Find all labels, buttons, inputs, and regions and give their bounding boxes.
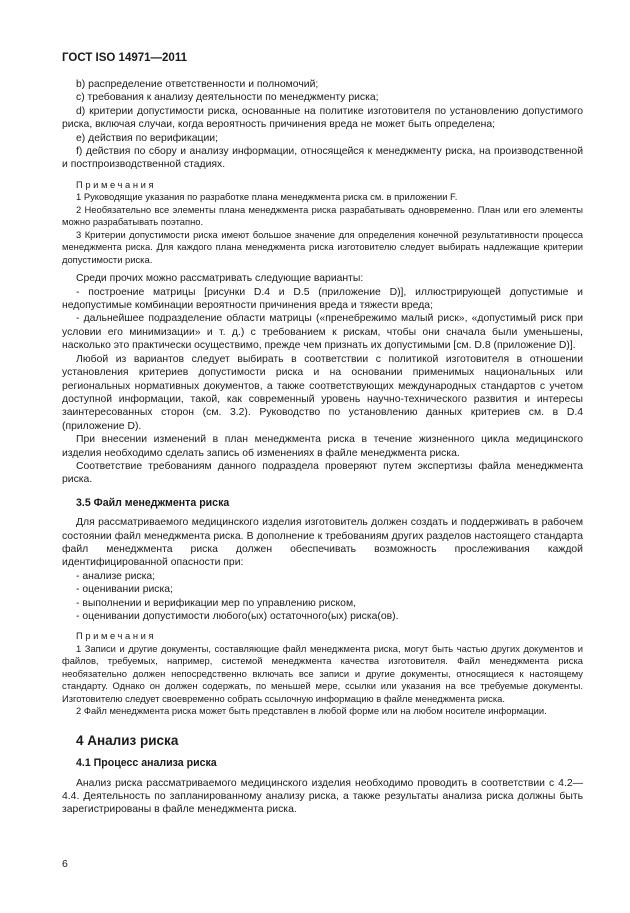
notes-heading: Примечания xyxy=(76,178,157,190)
variant-item: - построение матрицы [рисунки D.4 и D.5 (приложение D)], иллюстрирующей допустимые и недопустимые комбинации вероятности причинения вреда и тяжести вреда; xyxy=(62,286,583,312)
section-intro: Для рассматриваемого медицинского изделия изготовитель должен создать и поддерживать в рабочем состоянии файл менеджмента риска. В дополнение к требованиям других разделов настоящего стандарта файл менеджмента риска должен обеспечивать возможность прослеживания каждой идентифицированной опасности при: xyxy=(62,517,583,569)
page-number: 6 xyxy=(62,858,68,870)
paragraph: Соответствие требованиям данного подраздела проверяют путем экспертизы файла менеджмента риска. xyxy=(62,460,583,486)
note-item: 3 Критерии допустимости риска имеют большое значение для определения конечной результативности процесса менеджмента риска. Для каждого плана менеджмента риска изготовителю следует выбирать надлежащие критерии допустимости риска. xyxy=(62,228,583,265)
variants-intro: Среди прочих можно рассматривать следующие варианты: xyxy=(76,273,364,285)
note-item: 2 Файл менеджмента риска может быть представлен в любой форме или на любом носителе информации. xyxy=(76,705,547,717)
note-item: 1 Руководящие указания по разработке плана менеджмента риска см. в приложении F. xyxy=(76,191,458,203)
section-heading-3-5: 3.5 Файл менеджмента риска xyxy=(76,496,230,509)
list-item-f: f) действия по сбору и анализу информации, относящейся к менеджменту риска, на производственной и постпроизводственной стадиях. xyxy=(62,146,583,171)
list-item-b: b) распределение ответственности и полномочий; xyxy=(76,79,319,90)
paragraph: При внесении изменений в план менеджмента риска в течение жизненного цикла медицинского изделия необходимо сделать запись об изменениях в файле менеджмента риска. xyxy=(62,434,583,459)
section-heading-4-1: 4.1 Процесс анализа риска xyxy=(76,757,217,770)
list-item: - выполнении и верификации мер по управлению риском, xyxy=(76,597,356,609)
variant-item: - дальнейшее подразделение области матрицы («пренебрежимо малый риск», «допустимый риск при условии его минимизации» и т. д.) с требованием к рискам, чтобы они сначала были уменьшены, насколько это практически осуществимо, прежде чем признать их допустимыми [см. D.8 (приложение D)]. xyxy=(62,313,583,352)
note-item: 1 Записи и другие документы, составляющие файл менеджмента риска, могут быть частью других документов и файлов, требуемых, например, системой менеджмента качества изготовителя. Файл менеджмента риска необязательно должен непосредственно включать все записи и другие документы, относящиеся к настоящему стандарту. Однако он должен содержать, по меньшей мере, ссылки или указания на все требуемые документы. Изготовителю следует своевременно собрать ссылочную информацию в файле менеджмента риска. xyxy=(62,642,583,704)
notes-heading: Примечания xyxy=(76,630,157,642)
section-heading-4: 4 Анализ риска xyxy=(76,732,179,748)
list-item-d: d) критерии допустимости риска, основанные на политике изготовителя по установлению допустимого риска, включая случаи, когда вероятность причинения вреда не может быть определена; xyxy=(62,105,583,131)
document-body xyxy=(62,78,583,817)
list-item: - оценивании допустимости любого(ых) остаточного(ых) риска(ов). xyxy=(76,611,399,622)
document-header: ГОСТ ISO 14971—2011 xyxy=(62,52,187,64)
list-item-e: e) действия по верификации; xyxy=(76,132,218,144)
paragraph: Анализ риска рассматриваемого медицинского изделия необходимо проводить в соответствии с 4.2—4.4. Деятельность по запланированному анализу риска, а также результаты анализа риска должны быть зарегистрированы в файле менеджмента риска. xyxy=(62,777,583,816)
paragraph: Любой из вариантов следует выбирать в соответствии с политикой изготовителя в отношении установления критериев допустимости риска и на основании применимых национальных или региональных нормативных документов, а также соответствующих международных стандартов с учетом доступной информации, такой, как современный уровень научно-технического развития и интересы заинтересованных сторон (см. 3.2). Руководство по установлению данных критериев см. в D.4 (приложение D). xyxy=(62,353,583,432)
list-item-c: c) требования к анализу деятельности по менеджменту риска; xyxy=(76,92,379,104)
list-item: - оценивании риска; xyxy=(76,584,173,596)
list-item: - анализе риска; xyxy=(76,570,156,582)
note-item: 2 Необязательно все элементы плана менеджмента риска разрабатывать одновременно. План или его элементы можно разрабатывать поэтапно. xyxy=(62,203,583,228)
